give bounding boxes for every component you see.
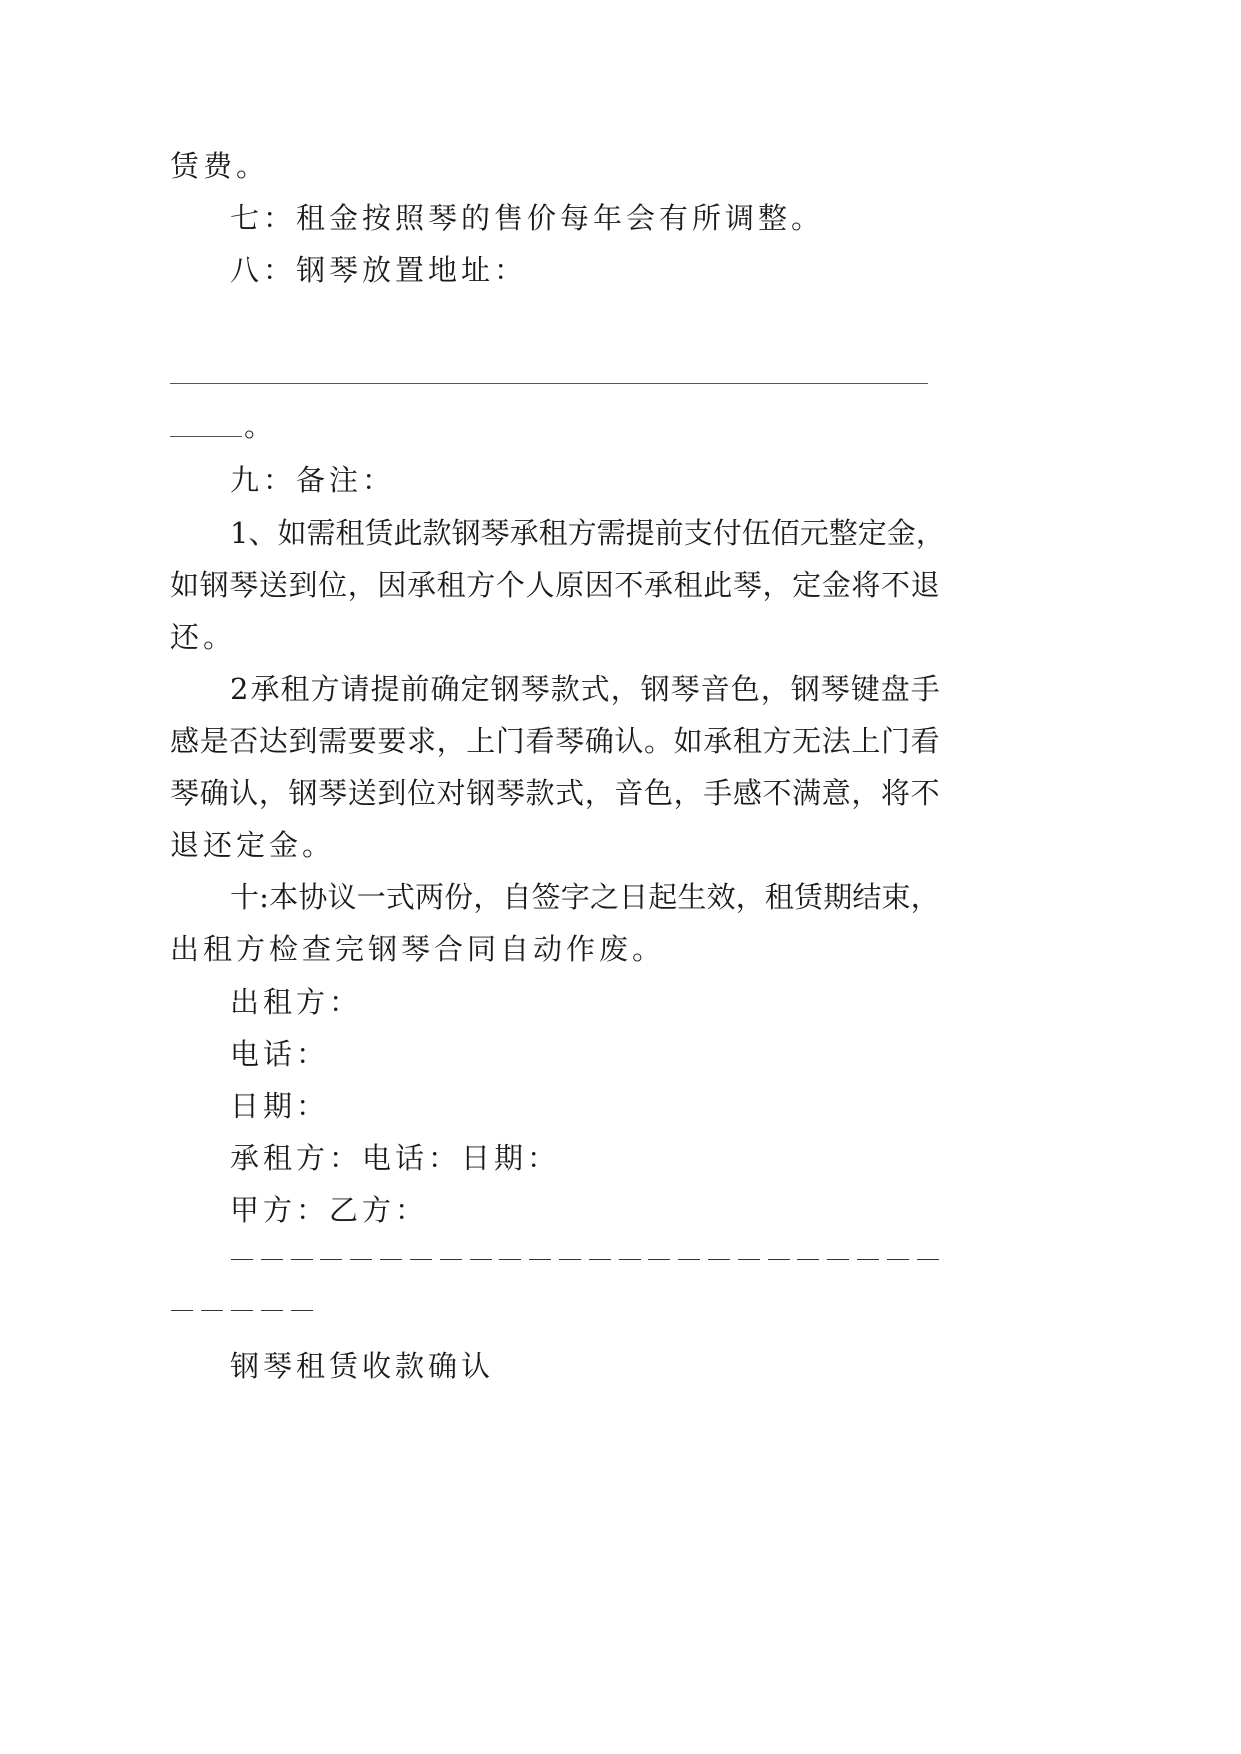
lessee-phone-date-label: 承租方：电话：日期： <box>230 1141 561 1175</box>
clause-ten-line-2: 出租方检查完钢琴合同自动作废。 <box>170 932 666 966</box>
note-one-line-1: 1 、 如 需 租 赁 此 款 钢 琴 承 租 方 需 提 前 支 付 伍 佰 元 整 定 金 ， <box>230 516 945 550</box>
note-two-line-1: 2 承 租 方 请 提 前 确 定 钢 琴 款 式 ， 钢 琴 音 色 ， 钢 琴 键 盘 手 <box>230 672 940 706</box>
party-a-party-b-label: 甲方：乙方： <box>230 1193 429 1227</box>
dash-mark <box>261 1259 283 1260</box>
separator-dashes-row-2 <box>171 1310 313 1311</box>
dash-mark <box>529 1259 551 1260</box>
dash-mark <box>559 1259 581 1260</box>
phone-label: 电话： <box>230 1037 330 1071</box>
note-one-line-3: 还。 <box>170 620 237 654</box>
dash-mark <box>201 1310 223 1311</box>
dash-mark <box>827 1259 849 1260</box>
dash-mark <box>231 1310 253 1311</box>
dash-mark <box>380 1259 402 1260</box>
address-blank-end: 。 <box>244 409 278 443</box>
separator-dashes-row-1 <box>231 1259 939 1260</box>
address-blank-line-short <box>170 436 242 437</box>
note-two-line-4: 退还定金。 <box>170 828 336 862</box>
dash-mark <box>887 1259 909 1260</box>
dash-mark <box>410 1259 432 1260</box>
dash-mark <box>708 1259 730 1260</box>
note-two-line-3: 琴 确 认 ， 钢 琴 送 到 位 对 钢 琴 款 式 ， 音 色 ， 手 感 不 满 意 ， 将 不 <box>170 776 940 810</box>
dash-mark <box>619 1259 641 1260</box>
text-line-lease-fee: 赁费。 <box>170 149 270 183</box>
dash-mark <box>499 1259 521 1260</box>
address-blank-line <box>170 383 928 384</box>
date-label: 日期： <box>230 1089 330 1123</box>
dash-mark <box>917 1259 939 1260</box>
note-two-line-2: 感 是 否 达 到 需 要 要 求 ， 上 门 看 琴 确 认 。 如 承 租 方 无 法 上 门 看 <box>170 724 940 758</box>
dash-mark <box>470 1259 492 1260</box>
dash-mark <box>291 1259 313 1260</box>
dash-mark <box>589 1259 611 1260</box>
dash-mark <box>738 1259 760 1260</box>
dash-mark <box>440 1259 462 1260</box>
clause-seven: 七：租金按照琴的售价每年会有所调整。 <box>230 201 825 235</box>
dash-mark <box>857 1259 879 1260</box>
dash-mark <box>320 1259 342 1260</box>
dash-mark <box>350 1259 372 1260</box>
clause-nine: 九：备注： <box>230 463 396 497</box>
dash-mark <box>678 1259 700 1260</box>
dash-mark <box>768 1259 790 1260</box>
dash-mark <box>797 1259 819 1260</box>
dash-mark <box>648 1259 670 1260</box>
clause-eight: 八：钢琴放置地址： <box>230 253 528 287</box>
dash-mark <box>261 1310 283 1311</box>
dash-mark <box>291 1310 313 1311</box>
dash-mark <box>171 1310 193 1311</box>
note-one-line-2: 如 钢 琴 送 到 位 ， 因 承 租 方 个 人 原 因 不 承 租 此 琴 ， 定 金 将 不 退 <box>170 568 940 602</box>
lessor-label: 出租方： <box>230 985 363 1019</box>
payment-confirmation-title: 钢琴租赁收款确认 <box>230 1349 495 1383</box>
clause-ten-line-1: 十 : 本 协 议 一 式 两 份 ， 自 签 字 之 日 起 生 效 ， 租 赁 期 结 束 ， <box>230 880 940 914</box>
dash-mark <box>231 1259 253 1260</box>
